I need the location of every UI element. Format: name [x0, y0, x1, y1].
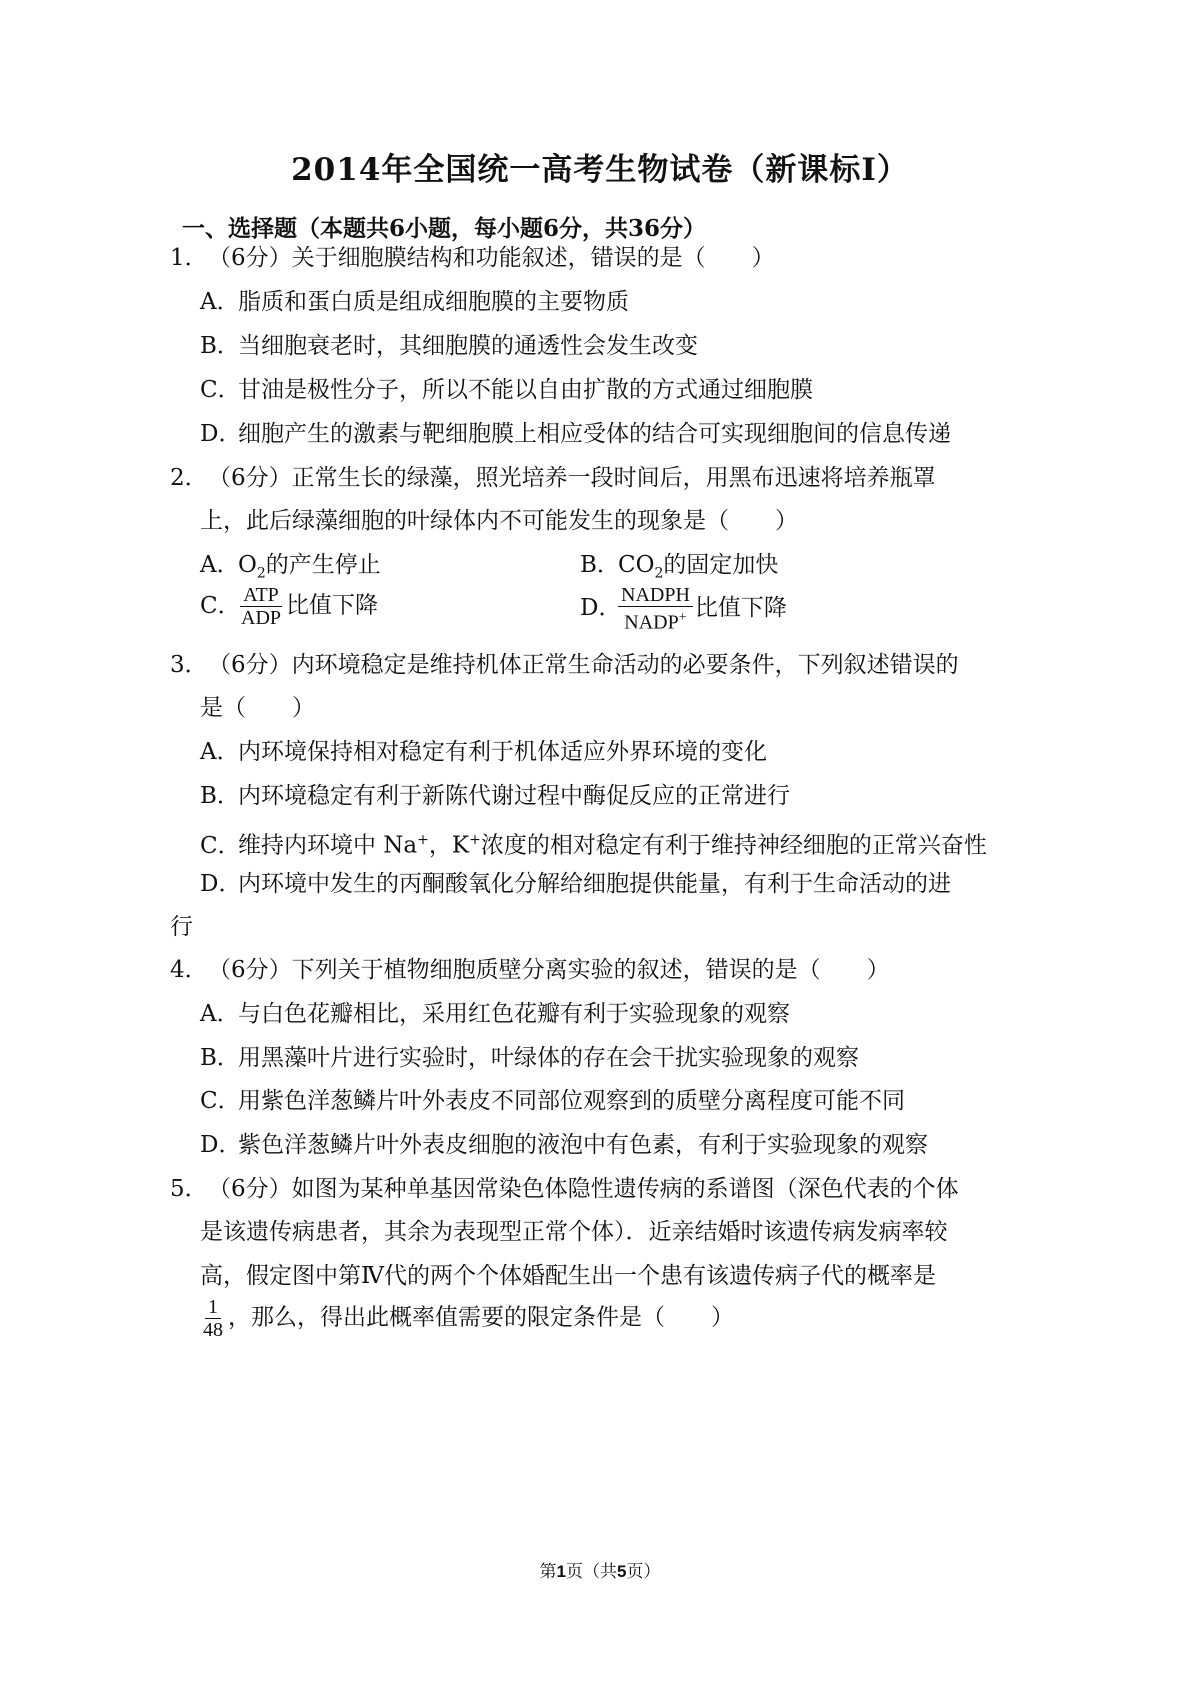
option-text: ，K	[428, 832, 470, 859]
fraction-denominator: ADP	[241, 607, 282, 629]
question-text: ，那么，得出此概率值需要的限定条件是（ ）	[228, 1304, 734, 1331]
q4-option-d	[200, 1129, 928, 1161]
footer-text: 页（共	[566, 1562, 617, 1582]
option-text: 浓度的相对稳定有利于维持神经细胞的正常兴奋性	[480, 832, 987, 859]
q3-option-d	[200, 868, 951, 900]
question-number: 3．	[170, 652, 208, 678]
subscript: 2	[256, 565, 266, 582]
option-letter: C．	[200, 1088, 241, 1114]
q2-option-c	[200, 584, 378, 629]
question-number: 2．	[170, 465, 208, 491]
q4-option-b	[200, 1042, 859, 1074]
fraction-numerator: NADPH	[618, 584, 693, 607]
fraction-atp-adp	[238, 584, 284, 629]
question-text: （6分）如图为某种单基因常染色体隐性遗传病的系谱图（深色代表的个体	[208, 1176, 959, 1202]
fraction-denominator	[621, 607, 689, 634]
q3-option-c	[200, 824, 987, 862]
page-number: 1	[556, 1562, 566, 1581]
option-text: 内环境稳定有利于新陈代谢过程中酶促反应的正常进行	[238, 783, 790, 809]
denominator-text: NADP	[624, 611, 679, 634]
fraction-nadph-nadp	[618, 584, 693, 634]
question-1-stem	[170, 242, 775, 274]
option-text: 与白色花瓣相比，采用红色花瓣有利于实验现象的观察	[238, 1001, 790, 1027]
page-footer	[0, 1560, 1200, 1584]
q1-option-a	[200, 286, 629, 318]
superscript: +	[678, 610, 687, 625]
question-text: 上，此后绿藻细胞的叶绿体内不可能发生的现象是（ ）	[200, 508, 798, 534]
q3-option-a	[200, 736, 767, 768]
option-text: 比值下降	[286, 592, 379, 619]
option-text: 细胞产生的激素与靶细胞膜上相应受体的结合可实现细胞间的信息传递	[238, 421, 951, 447]
fraction-probability	[200, 1296, 226, 1341]
formula-text: CO	[618, 552, 655, 578]
question-5-stem	[170, 1173, 959, 1205]
option-letter: B．	[200, 1045, 240, 1071]
question-text: （6分）关于细胞膜结构和功能叙述，错误的是（ ）	[208, 245, 775, 271]
q2-option-d	[580, 584, 787, 634]
option-text: 行	[170, 914, 193, 940]
fraction-denominator: 48	[203, 1319, 223, 1341]
question-text: （6分）内环境稳定是维持机体正常生命活动的必要条件，下列叙述错误的	[208, 652, 959, 678]
q1-option-b	[200, 330, 698, 362]
option-text: 甘油是极性分子，所以不能以自由扩散的方式通过细胞膜	[238, 377, 813, 403]
q1-option-c	[200, 374, 813, 406]
question-3-stem	[170, 649, 959, 681]
section-heading: 一、选择题（本题共6小题，每小题6分，共36分）	[182, 215, 707, 242]
question-2-stem	[170, 462, 936, 494]
footer-text: 页）	[626, 1562, 661, 1582]
question-text: 是该遗传病患者，其余为表现型正常个体）．近亲结婚时该遗传病发病率较	[200, 1219, 948, 1245]
question-2-stem-cont	[200, 505, 798, 537]
option-letter: C．	[200, 377, 241, 403]
q3-option-b	[200, 780, 790, 812]
option-text: 内环境中发生的丙酮酸氧化分解给细胞提供能量，有利于生命活动的进	[238, 871, 951, 897]
question-3-stem-cont	[200, 692, 315, 724]
option-letter: B．	[200, 783, 240, 809]
question-text: （6分）下列关于植物细胞质壁分离实验的叙述，错误的是（ ）	[208, 957, 890, 983]
question-text: 是（ ）	[200, 695, 315, 721]
question-number: 1．	[170, 245, 208, 271]
question-number: 4．	[170, 957, 208, 983]
q4-option-c	[200, 1085, 905, 1117]
q1-option-d	[200, 418, 951, 450]
option-letter: A．	[200, 289, 240, 315]
option-text: 脂质和蛋白质是组成细胞膜的主要物质	[238, 289, 629, 315]
option-text: 紫色洋葱鳞片叶外表皮细胞的液泡中有色素，有利于实验现象的观察	[238, 1132, 928, 1158]
fraction-numerator: ATP	[240, 584, 282, 607]
formula-text: O	[238, 552, 257, 578]
question-text: 高，假定图中第Ⅳ代的两个个体婚配生出一个患有该遗传病子代的概率是	[200, 1263, 936, 1289]
option-letter: B．	[200, 333, 240, 359]
q4-option-a	[200, 998, 790, 1030]
option-letter: B．	[580, 552, 620, 578]
option-text: 当细胞衰老时，其细胞膜的通透性会发生改变	[238, 333, 698, 359]
q3-option-d-cont	[170, 911, 193, 943]
option-letter: A．	[200, 739, 240, 765]
question-number: 5．	[170, 1176, 208, 1202]
option-letter: D．	[200, 871, 242, 897]
option-text: 用黑藻叶片进行实验时，叶绿体的存在会干扰实验现象的观察	[238, 1045, 859, 1071]
superscript: +	[417, 832, 429, 848]
option-letter: C．	[200, 832, 241, 859]
page-total: 5	[617, 1562, 627, 1581]
option-text: 维持内环境中 Na	[238, 832, 418, 859]
superscript: +	[469, 832, 481, 848]
question-5-stem-cont-2	[200, 1260, 936, 1292]
fraction-numerator: 1	[205, 1296, 221, 1319]
option-text: 的产生停止	[265, 552, 381, 578]
option-letter: D．	[580, 594, 622, 621]
option-letter: D．	[200, 421, 242, 447]
option-letter: C．	[200, 592, 241, 619]
option-text: 内环境保持相对稳定有利于机体适应外界环境的变化	[238, 739, 767, 765]
question-4-stem	[170, 954, 890, 986]
option-text: 比值下降	[694, 594, 787, 621]
option-text: 的固定加快	[663, 552, 779, 578]
question-text: （6分）正常生长的绿藻，照光培养一段时间后，用黑布迅速将培养瓶罩	[208, 465, 936, 491]
subscript: 2	[654, 565, 664, 582]
page-title: 2014年全国统一高考生物试卷（新课标Ⅰ）	[291, 152, 909, 188]
option-letter: A．	[200, 1001, 240, 1027]
footer-text: 第	[539, 1562, 557, 1582]
option-text: 用紫色洋葱鳞片叶外表皮不同部位观察到的质壁分离程度可能不同	[238, 1088, 905, 1114]
question-5-stem-cont-3	[200, 1296, 734, 1341]
option-letter: A．	[200, 552, 240, 578]
question-5-stem-cont-1	[200, 1216, 948, 1248]
option-letter: D．	[200, 1132, 242, 1158]
